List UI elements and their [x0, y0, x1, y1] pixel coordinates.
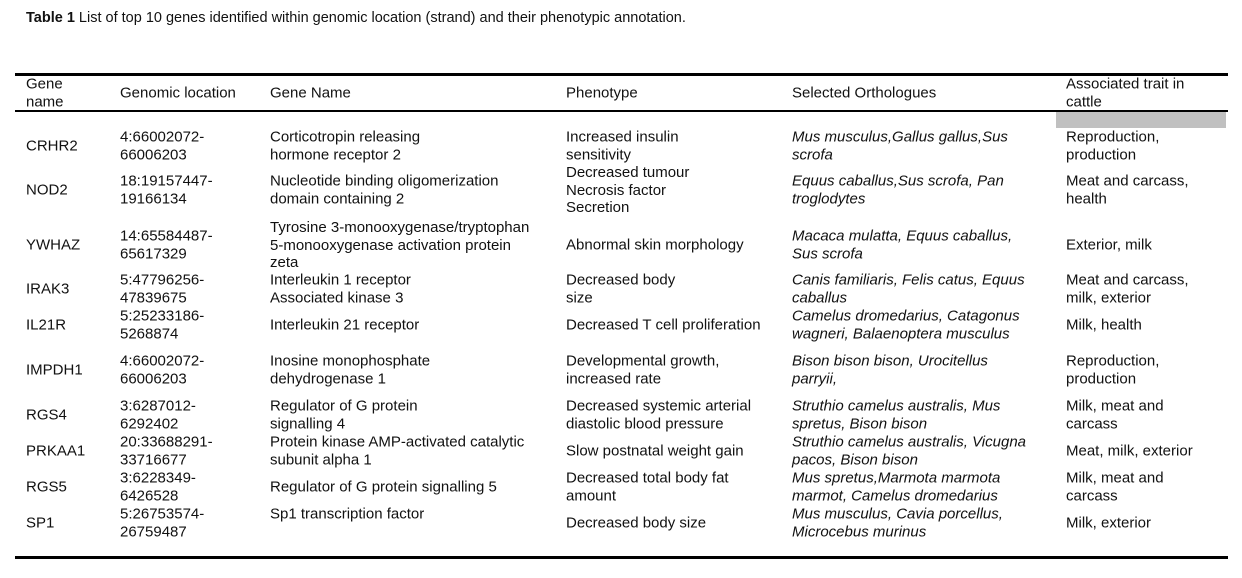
cell-line: diastolic blood pressure — [566, 415, 724, 432]
cell-line: Macaca mulatta, Equus caballus, — [792, 227, 1013, 245]
cell-associated-trait — [1066, 129, 1159, 164]
cell-line: zeta — [270, 253, 299, 271]
cell-line: scrofa — [792, 146, 833, 163]
cell-line: Decreased systemic arterial — [566, 397, 752, 415]
cell-line: Interleukin 21 receptor — [270, 316, 420, 334]
cell-line: 4:66002072- — [120, 128, 205, 146]
cell-line: 14:65584487- — [120, 227, 213, 245]
cell-line: 66006203 — [120, 146, 187, 163]
cell-genomic-location — [120, 398, 196, 433]
cell-line: Bison bison bison, Urocitellus — [792, 352, 988, 370]
cell-line: Regulator of G protein signalling 5 — [270, 478, 497, 496]
cell-line: Selected Orthologues — [792, 84, 937, 102]
cell-gene-name — [270, 316, 419, 334]
cell-line: Camelus dromedarius, Catagonus — [792, 307, 1020, 325]
cell-line: Struthio camelus australis, Mus — [792, 397, 1001, 415]
cell-line: YWHAZ — [26, 236, 81, 254]
cell-line: 5:47796256- — [120, 271, 205, 289]
cell-line: Necrosis factor — [566, 181, 667, 199]
cell-associated-trait — [1066, 398, 1164, 433]
cell-line: Associated trait in — [1066, 75, 1185, 93]
cell-gene-symbol — [26, 514, 54, 532]
cell-gene-name — [270, 478, 497, 496]
cell-line: Milk, meat and — [1066, 397, 1164, 415]
cell-line: RGS4 — [26, 406, 67, 424]
cell-line: Developmental growth, — [566, 352, 720, 370]
cell-line: Decreased tumour — [566, 163, 690, 181]
cell-selected-orthologues — [792, 173, 1004, 208]
cell-line: PRKAA1 — [26, 442, 86, 460]
cell-line: Secretion — [566, 198, 630, 216]
cell-line: Mus musculus,Gallus gallus,Sus — [792, 128, 1008, 146]
cell-line: 19166134 — [120, 190, 187, 207]
cell-line: Canis familiaris, Felis catus, Equus — [792, 271, 1025, 289]
cell-line: production — [1066, 146, 1137, 163]
cell-genomic-location — [120, 308, 204, 343]
cell-genomic-location — [120, 506, 204, 541]
cell-line: dehydrogenase 1 — [270, 370, 386, 387]
cell-line: Interleukin 1 receptor — [270, 271, 411, 289]
cell-line: Abnormal skin morphology — [566, 236, 744, 254]
cell-phenotype — [566, 164, 689, 217]
cell-gene-name — [270, 173, 498, 208]
cell-phenotype — [566, 272, 675, 307]
cell-line: production — [1066, 370, 1137, 387]
cell-line: Meat and carcass, — [1066, 271, 1189, 289]
table-header-rule — [15, 110, 1228, 112]
cell-line: Corticotropin releasing — [270, 128, 421, 146]
cell-line: Tyrosine 3-monooxygenase/tryptophan — [270, 218, 530, 236]
cell-line: Mus spretus,Marmota marmota — [792, 469, 1001, 487]
cell-line: 66006203 — [120, 370, 187, 387]
cell-line: Sp1 transcription factor — [270, 505, 425, 523]
cell-line: Genomic location — [120, 84, 236, 102]
cell-line: parryii, — [792, 370, 838, 387]
cell-line: Exterior, milk — [1066, 236, 1152, 254]
cell-line: 26759487 — [120, 523, 187, 540]
cell-line: Equus caballus,Sus scrofa, Pan — [792, 172, 1004, 190]
cell-selected-orthologues — [792, 506, 1003, 541]
cell-associated-trait — [1066, 173, 1189, 208]
cell-line: increased rate — [566, 370, 662, 387]
cell-selected-orthologues — [792, 129, 1008, 164]
cell-genomic-location — [120, 228, 213, 263]
cell-phenotype — [566, 236, 744, 254]
cell-line: name — [26, 93, 64, 110]
table-caption — [26, 10, 686, 26]
cell-line: carcass — [1066, 487, 1118, 504]
cell-line: 65617329 — [120, 245, 187, 262]
cell-line: subunit alpha 1 — [270, 451, 372, 468]
header-gene-symbol — [26, 76, 64, 111]
cell-line: 6292402 — [120, 415, 179, 432]
cell-genomic-location — [120, 470, 196, 505]
cell-line: Microcebus murinus — [792, 523, 927, 540]
cell-line: 5:25233186- — [120, 307, 205, 325]
cell-line: Gene Name — [270, 84, 351, 102]
cell-line: 5-monooxygenase activation protein — [270, 236, 511, 254]
cell-line: 3:6287012- — [120, 397, 196, 415]
cell-line: wagneri, Balaenoptera musculus — [792, 325, 1010, 342]
shaded-cell — [1056, 112, 1226, 128]
cell-line: Meat, milk, exterior — [1066, 442, 1193, 460]
table-label: Table 1 — [26, 10, 75, 26]
cell-phenotype — [566, 514, 706, 532]
cell-gene-symbol — [26, 442, 85, 460]
cell-associated-trait — [1066, 236, 1152, 254]
cell-gene-symbol — [26, 361, 83, 379]
cell-gene-name — [270, 219, 529, 272]
header-selected-orthologues — [792, 84, 936, 102]
cell-genomic-location — [120, 129, 204, 164]
cell-line: amount — [566, 487, 617, 504]
cell-associated-trait — [1066, 353, 1159, 388]
cell-selected-orthologues — [792, 308, 1020, 343]
header-associated-trait — [1066, 76, 1184, 111]
cell-line: CRHR2 — [26, 137, 78, 155]
cell-line: Milk, meat and — [1066, 469, 1164, 487]
cell-gene-symbol — [26, 280, 69, 298]
cell-line: Inosine monophosphate — [270, 352, 431, 370]
cell-line: 20:33688291- — [120, 433, 213, 451]
cell-line: pacos, Bison bison — [792, 451, 918, 468]
cell-gene-symbol — [26, 236, 80, 254]
cell-line: sensitivity — [566, 146, 632, 163]
cell-associated-trait — [1066, 470, 1164, 505]
cell-genomic-location — [120, 173, 213, 208]
cell-line: size — [566, 289, 593, 306]
cell-gene-name — [270, 129, 420, 164]
cell-line: carcass — [1066, 415, 1118, 432]
table-bottom-rule — [15, 556, 1228, 559]
cell-gene-symbol — [26, 181, 68, 199]
cell-associated-trait — [1066, 272, 1189, 307]
cell-phenotype — [566, 470, 729, 505]
cell-line: Mus musculus, Cavia porcellus, — [792, 505, 1003, 523]
cell-line: 47839675 — [120, 289, 187, 306]
header-gene-name — [270, 84, 351, 102]
cell-line: Associated kinase 3 — [270, 289, 404, 306]
cell-line: troglodytes — [792, 190, 866, 207]
header-phenotype — [566, 84, 638, 102]
cell-line: IRAK3 — [26, 280, 70, 298]
cell-selected-orthologues — [792, 272, 1025, 307]
cell-phenotype — [566, 316, 761, 334]
cell-gene-name — [270, 398, 418, 433]
cell-gene-symbol — [26, 478, 67, 496]
cell-selected-orthologues — [792, 353, 988, 388]
cell-line: caballus — [792, 289, 848, 306]
cell-line: SP1 — [26, 514, 55, 532]
caption-text: List of top 10 genes identified within genomic location (strand) and their phenotypic annotation. — [74, 10, 686, 26]
cell-line: IL21R — [26, 316, 67, 334]
cell-line: Decreased total body fat — [566, 469, 729, 487]
cell-line: Decreased body size — [566, 514, 707, 532]
cell-line: 6426528 — [120, 487, 179, 504]
cell-associated-trait — [1066, 316, 1142, 334]
cell-line: NOD2 — [26, 181, 68, 199]
cell-selected-orthologues — [792, 398, 1000, 433]
cell-line: 18:19157447- — [120, 172, 213, 190]
cell-line: 4:66002072- — [120, 352, 205, 370]
cell-gene-name — [270, 434, 524, 469]
cell-phenotype — [566, 353, 719, 388]
cell-phenotype — [566, 442, 744, 460]
cell-line: 3:6228349- — [120, 469, 196, 487]
cell-line: Sus scrofa — [792, 245, 863, 262]
cell-line: Nucleotide binding oligomerization — [270, 172, 499, 190]
cell-line: marmot, Camelus dromedarius — [792, 487, 998, 504]
cell-line: 5:26753574- — [120, 505, 205, 523]
cell-line: Decreased body — [566, 271, 676, 289]
cell-line: Regulator of G protein — [270, 397, 418, 415]
cell-line: Gene — [26, 75, 63, 93]
cell-selected-orthologues — [792, 434, 1026, 469]
cell-line: IMPDH1 — [26, 361, 83, 379]
cell-line: Slow postnatal weight gain — [566, 442, 744, 460]
cell-phenotype — [566, 129, 679, 164]
cell-line: RGS5 — [26, 478, 67, 496]
cell-associated-trait — [1066, 514, 1151, 532]
cell-gene-name — [270, 505, 424, 523]
cell-gene-symbol — [26, 137, 78, 155]
header-genomic-location — [120, 84, 236, 102]
cell-associated-trait — [1066, 442, 1193, 460]
cell-selected-orthologues — [792, 470, 1000, 505]
cell-line: 5268874 — [120, 325, 179, 342]
cell-line: Reproduction, — [1066, 128, 1160, 146]
cell-gene-name — [270, 272, 411, 307]
table-top-rule — [15, 73, 1228, 76]
cell-line: milk, exterior — [1066, 289, 1152, 306]
cell-line: signalling 4 — [270, 415, 346, 432]
cell-line: Struthio camelus australis, Vicugna — [792, 433, 1027, 451]
cell-gene-symbol — [26, 406, 67, 424]
cell-genomic-location — [120, 353, 204, 388]
cell-gene-symbol — [26, 316, 66, 334]
cell-line: Decreased T cell proliferation — [566, 316, 761, 334]
cell-line: 33716677 — [120, 451, 187, 468]
cell-selected-orthologues — [792, 228, 1012, 263]
cell-line: Increased insulin — [566, 128, 679, 146]
cell-line: spretus, Bison bison — [792, 415, 928, 432]
cell-line: cattle — [1066, 93, 1102, 110]
cell-line: Phenotype — [566, 84, 638, 102]
cell-genomic-location — [120, 434, 213, 469]
cell-phenotype — [566, 398, 751, 433]
cell-line: domain containing 2 — [270, 190, 405, 207]
cell-line: Milk, exterior — [1066, 514, 1152, 532]
cell-line: Reproduction, — [1066, 352, 1160, 370]
cell-line: Milk, health — [1066, 316, 1142, 334]
cell-line: health — [1066, 190, 1107, 207]
cell-gene-name — [270, 353, 430, 388]
cell-line: Meat and carcass, — [1066, 172, 1189, 190]
cell-line: hormone receptor 2 — [270, 146, 401, 163]
cell-genomic-location — [120, 272, 204, 307]
cell-line: Protein kinase AMP-activated catalytic — [270, 433, 525, 451]
